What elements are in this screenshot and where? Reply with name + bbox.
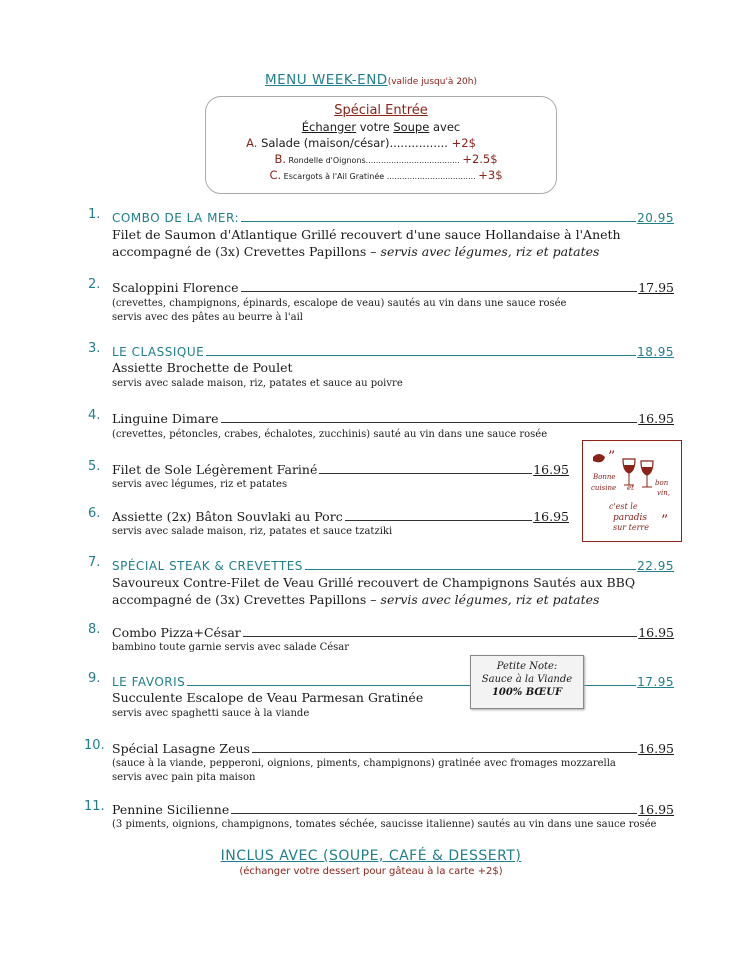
- note-line: 100% BŒUF: [491, 687, 563, 698]
- item-description-part: accompagné de (3x) Crevettes Papillons –: [112, 592, 381, 607]
- footer: [0, 848, 742, 877]
- special-option: [206, 168, 556, 182]
- logo-text: Bonne: [593, 473, 616, 481]
- special-option: [206, 152, 556, 166]
- item-number: 1.: [88, 207, 101, 222]
- item-description-italic: servis avec légumes, riz et patates: [380, 244, 600, 259]
- item-header: [112, 555, 674, 573]
- item-description: servis avec légumes, riz et patates: [112, 479, 288, 490]
- item-number: 9.: [88, 671, 101, 686]
- item-name: SPÉCIAL STEAK & CREVETTES: [112, 559, 303, 573]
- item-number: 11.: [84, 799, 105, 814]
- dotted-leader: [241, 221, 636, 222]
- item-description: (sauce à la viande, pepperoni, oignions, piments, champignons) gratinée avec fromages mozzarella: [112, 758, 616, 769]
- item-description: Savoureux Contre-Filet de Veau Grillé recouvert de Champignons Sautés aux BBQ: [112, 575, 636, 590]
- item-number: 3.: [88, 341, 101, 356]
- item-description-part: accompagné de (3x) Crevettes Papillons –: [112, 244, 381, 259]
- item-name: Scaloppini Florence: [112, 280, 239, 295]
- item-description: Succulente Escalope de Veau Parmesan Gratinée: [112, 690, 424, 705]
- item-name: Spécial Lasagne Zeus: [112, 741, 250, 756]
- svg-text:”: ”: [608, 449, 616, 465]
- option-text: Rondelle d'Oignons.....................................: [285, 156, 463, 165]
- item-name: Combo Pizza+César: [112, 625, 241, 640]
- dotted-leader: [345, 520, 533, 521]
- option-letter: A.: [246, 136, 258, 150]
- item-name: Filet de Sole Légèrement Fariné: [112, 462, 318, 477]
- item-name: Pennine Sicilienne: [112, 802, 230, 817]
- item-header: [112, 622, 674, 640]
- item-header: [112, 671, 674, 689]
- item-price: 16.95: [533, 509, 569, 524]
- dotted-leader: [231, 813, 637, 814]
- item-price: 16.95: [638, 625, 674, 640]
- special-subtitle-soup: Soupe: [393, 120, 430, 134]
- item-price: 22.95: [637, 559, 674, 573]
- dotted-leader: [305, 569, 636, 570]
- menu-title: MENU WEEK-END: [265, 72, 388, 88]
- item-description: bambino toute garnie servis avec salade César: [112, 642, 350, 653]
- item-number: 8.: [88, 622, 101, 637]
- item-price: 18.95: [637, 345, 674, 359]
- item-name: LE CLASSIQUE: [112, 345, 205, 359]
- item-number: 4.: [88, 408, 101, 423]
- svg-text:”: ”: [661, 513, 669, 529]
- item-number: 7.: [88, 555, 101, 570]
- note-line: Sauce à la Viande: [481, 674, 573, 685]
- dotted-leader: [319, 473, 532, 474]
- note-line: Petite Note:: [496, 661, 558, 672]
- dotted-leader: [241, 291, 638, 292]
- option-text: Salade (maison/césar)................: [257, 136, 452, 150]
- item-header: [112, 341, 674, 359]
- footer-note: (échanger votre dessert pour gâteau à la carte +2$): [239, 866, 503, 877]
- item-description: [112, 243, 599, 260]
- petite-note: [470, 655, 584, 709]
- dotted-leader: [206, 355, 636, 356]
- item-description: Assiette Brochette de Poulet: [112, 360, 293, 375]
- item-number: 10.: [84, 738, 105, 753]
- special-entree-box: [205, 96, 557, 194]
- option-letter: C.: [269, 168, 282, 182]
- item-header: [112, 277, 674, 295]
- item-number: 6.: [88, 506, 101, 521]
- option-price: +2.5$: [462, 152, 498, 166]
- item-price: 16.95: [638, 411, 674, 426]
- bonne-cuisine-logo: [582, 440, 682, 542]
- item-description: servis avec pain pita maison: [112, 772, 256, 783]
- item-description: servis avec spaghetti sauce à la viande: [112, 708, 310, 719]
- dotted-leader: [252, 752, 637, 753]
- item-description: servis avec salade maison, riz, patates et sauce tzatziki: [112, 526, 393, 537]
- item-header: [112, 459, 569, 477]
- item-description: servis avec des pâtes au beurre à l'ail: [112, 312, 303, 323]
- logo-text: et: [627, 484, 634, 492]
- special-option: [206, 136, 556, 150]
- wine-glasses-icon: [583, 441, 681, 541]
- item-description-italic: servis avec légumes, riz et patates: [380, 592, 600, 607]
- option-letter: B.: [274, 152, 286, 166]
- item-description: (crevettes, champignons, épinards, escalope de veau) sautés au vin dans une sauce rosée: [112, 298, 567, 309]
- item-price: 16.95: [638, 802, 674, 817]
- dotted-leader: [221, 422, 638, 423]
- item-name: LE FAVORIS: [112, 675, 186, 689]
- option-price: +2$: [451, 136, 476, 150]
- item-name: Assiette (2x) Bâton Souvlaki au Porc: [112, 509, 343, 524]
- item-header: [112, 799, 674, 817]
- logo-text: c'est le: [609, 502, 638, 511]
- footer-included: INCLUS AVEC (SOUPE, CAFÉ & DESSERT): [220, 848, 522, 864]
- item-header: [112, 207, 674, 225]
- logo-text: sur terre: [613, 523, 649, 532]
- option-text: Escargots à l'Ail Gratinée ...................................: [281, 172, 479, 181]
- item-header: [112, 738, 674, 756]
- special-subtitle: [206, 120, 556, 134]
- item-price: 17.95: [637, 675, 674, 689]
- item-name: COMBO DE LA MER:: [112, 211, 240, 225]
- item-description: servis avec salade maison, riz, patates et sauce au poivre: [112, 378, 403, 389]
- logo-text: vin,: [657, 489, 670, 497]
- item-description: (3 piments, oignions, champignons, tomates séchée, saucisse italienne) sautés au vin dans une sauce rosée: [112, 819, 657, 830]
- special-subtitle-pre: Échanger: [301, 120, 357, 134]
- item-description: (crevettes, pétoncles, crabes, échalotes, zucchinis) sauté au vin dans une sauce rosée: [112, 429, 548, 440]
- item-header: [112, 408, 674, 426]
- dotted-leader: [243, 636, 637, 637]
- item-number: 2.: [88, 277, 101, 292]
- logo-text: cuisine: [591, 484, 617, 492]
- logo-text: paradis: [613, 513, 648, 523]
- option-price: +3$: [478, 168, 503, 182]
- menu-title-bar: [0, 72, 742, 88]
- item-price: 16.95: [638, 741, 674, 756]
- logo-text: bon: [655, 479, 669, 487]
- special-subtitle-post: avec: [429, 120, 461, 134]
- item-number: 5.: [88, 459, 101, 474]
- special-title: Spécial Entrée: [334, 103, 428, 118]
- item-description: Filet de Saumon d'Atlantique Grillé recouvert d'une sauce Hollandaise à l'Aneth: [112, 227, 621, 242]
- item-name: Linguine Dimare: [112, 411, 219, 426]
- item-price: 16.95: [533, 462, 569, 477]
- item-price: 17.95: [638, 280, 674, 295]
- item-header: [112, 506, 569, 524]
- item-description: [112, 591, 599, 608]
- menu-validity: (valide jusqu'à 20h): [387, 77, 477, 87]
- item-price: 20.95: [637, 211, 674, 225]
- special-subtitle-mid: votre: [356, 120, 394, 134]
